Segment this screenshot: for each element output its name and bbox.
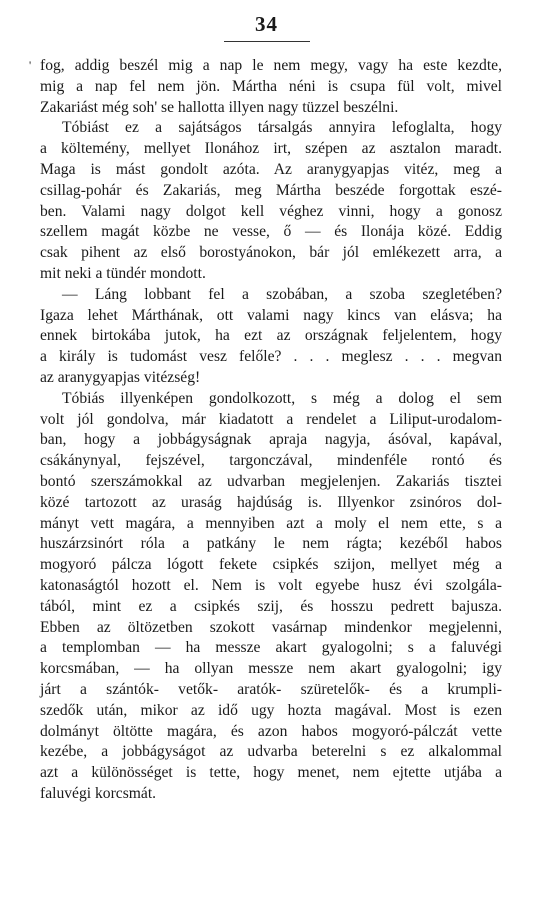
page-number: 34 <box>255 12 278 36</box>
page-number-rule <box>224 41 310 42</box>
text-line: az aranygyapjas vitézség! <box>40 368 201 386</box>
text-line: Tóbiást ez a sajátságos társalgás annyira lefoglalta, hogy <box>62 119 502 137</box>
text-line: faluvégi korcsmát. <box>40 784 157 802</box>
text-line: fog, addig beszél mig a nap le nem megy, vagy ha este kezdte, <box>40 57 502 74</box>
text-line: csillag-pohár és Zakariás, meg Mártha beszéde forgottak eszé- <box>40 181 502 199</box>
text-line: szellem magát közbe ne vesse, ő — és Ilonája közé. Eddig <box>40 223 502 241</box>
text-line: katonaságtól hozott el. Nem is volt egyebe husz évi szolgála- <box>40 576 502 594</box>
text-line: Tóbiás illyenképen gondolkozott, s még a dolog el sem <box>62 389 502 407</box>
text-line: mogyoró pálcza lógott fekete csipkés szijon, mellyet még a <box>40 556 502 574</box>
text-line: kezébe, a jobbágyságot az udvarba beterelni s ez alkalommal <box>40 743 502 761</box>
text-line: volt jól gondolva, már kiadatott a rendelet a Liliput-urodalom- <box>40 410 502 428</box>
text-line: mányt vett magára, a mennyiben azt a moly el nem ette, s a <box>40 514 502 532</box>
text-line: dolmányt öltötte magára, és azon habos mogyoró-pálczát vette <box>40 722 502 740</box>
text-line: Maga is mást gondolt azóta. Az aranygyapjas vitéz, meg a <box>40 160 502 178</box>
text-line: csákánynyal, fejszével, targonczával, mindenféle rontó és <box>40 452 502 470</box>
text-line: a költemény, mellyet Ilonához irt, szépen az asztalon maradt. <box>40 140 502 158</box>
text-line: ben. Valami nagy dolgot kell véghez vinni, hogy a gonosz <box>40 202 502 220</box>
text-line: korcsmában, — ha ollyan messze nem akart gyalogolni; igy <box>40 660 502 678</box>
text-line: Ebben az öltözetben szokott vasárnap mindenkor megjelenni, <box>40 618 502 636</box>
text-line: huszárzsinórt róla a patkány le nem rágta; kezéből habos <box>40 535 502 553</box>
stray-ink-mark: ' <box>29 58 32 72</box>
text-line: közé tartozott az uraság hajdúság is. Illyenkor zsinóros dol- <box>40 493 502 511</box>
text-line: bontó szerszámokkal az udvarban megjelenjen. Zakariás tisztei <box>40 472 502 490</box>
text-line: csak pihent az első borostyánokon, bár jól emlékezett arra, a <box>40 244 502 262</box>
text-line: mit neki a tündér mondott. <box>40 264 206 282</box>
text-line: — Láng lobbant fel a szobában, a szoba szegletében? <box>62 285 502 303</box>
text-line: ban, hogy a jobbágyságnak apraja nagyja, ásóval, kapával, <box>40 431 502 449</box>
text-line: szedők után, mikor az idő ugy hozta magával. Most is ezen <box>40 701 502 719</box>
text-line: mig a nap fel nem jön. Mártha néni is csupa fül volt, mivel <box>40 77 502 95</box>
text-line: a templomban — ha messze akart gyalogolni; s a faluvégi <box>40 639 502 657</box>
text-line: tából, mint ez a csipkés szij, és hosszu pedrett bajusza. <box>40 597 502 615</box>
text-line: Zakariást még soh' se hallotta illyen nagy tüzzel beszélni. <box>40 98 399 116</box>
text-line: járt a szántók- vetők- aratók- szüretelők- és a krumpli- <box>40 680 502 698</box>
body-text <box>40 56 502 805</box>
text-line: a király is tudomást vesz felőle? . . . meglesz . . . megvan <box>40 348 502 366</box>
text-line: azt a különösséget is tette, hogy menet, nem ejtette utjába a <box>40 764 502 782</box>
text-line: Igaza lehet Márthának, ott valami nagy kincs van elásva; ha <box>40 306 502 324</box>
text-line: ennek birtokába jutok, ha ezt az országnak feljelentem, hogy <box>40 327 502 345</box>
